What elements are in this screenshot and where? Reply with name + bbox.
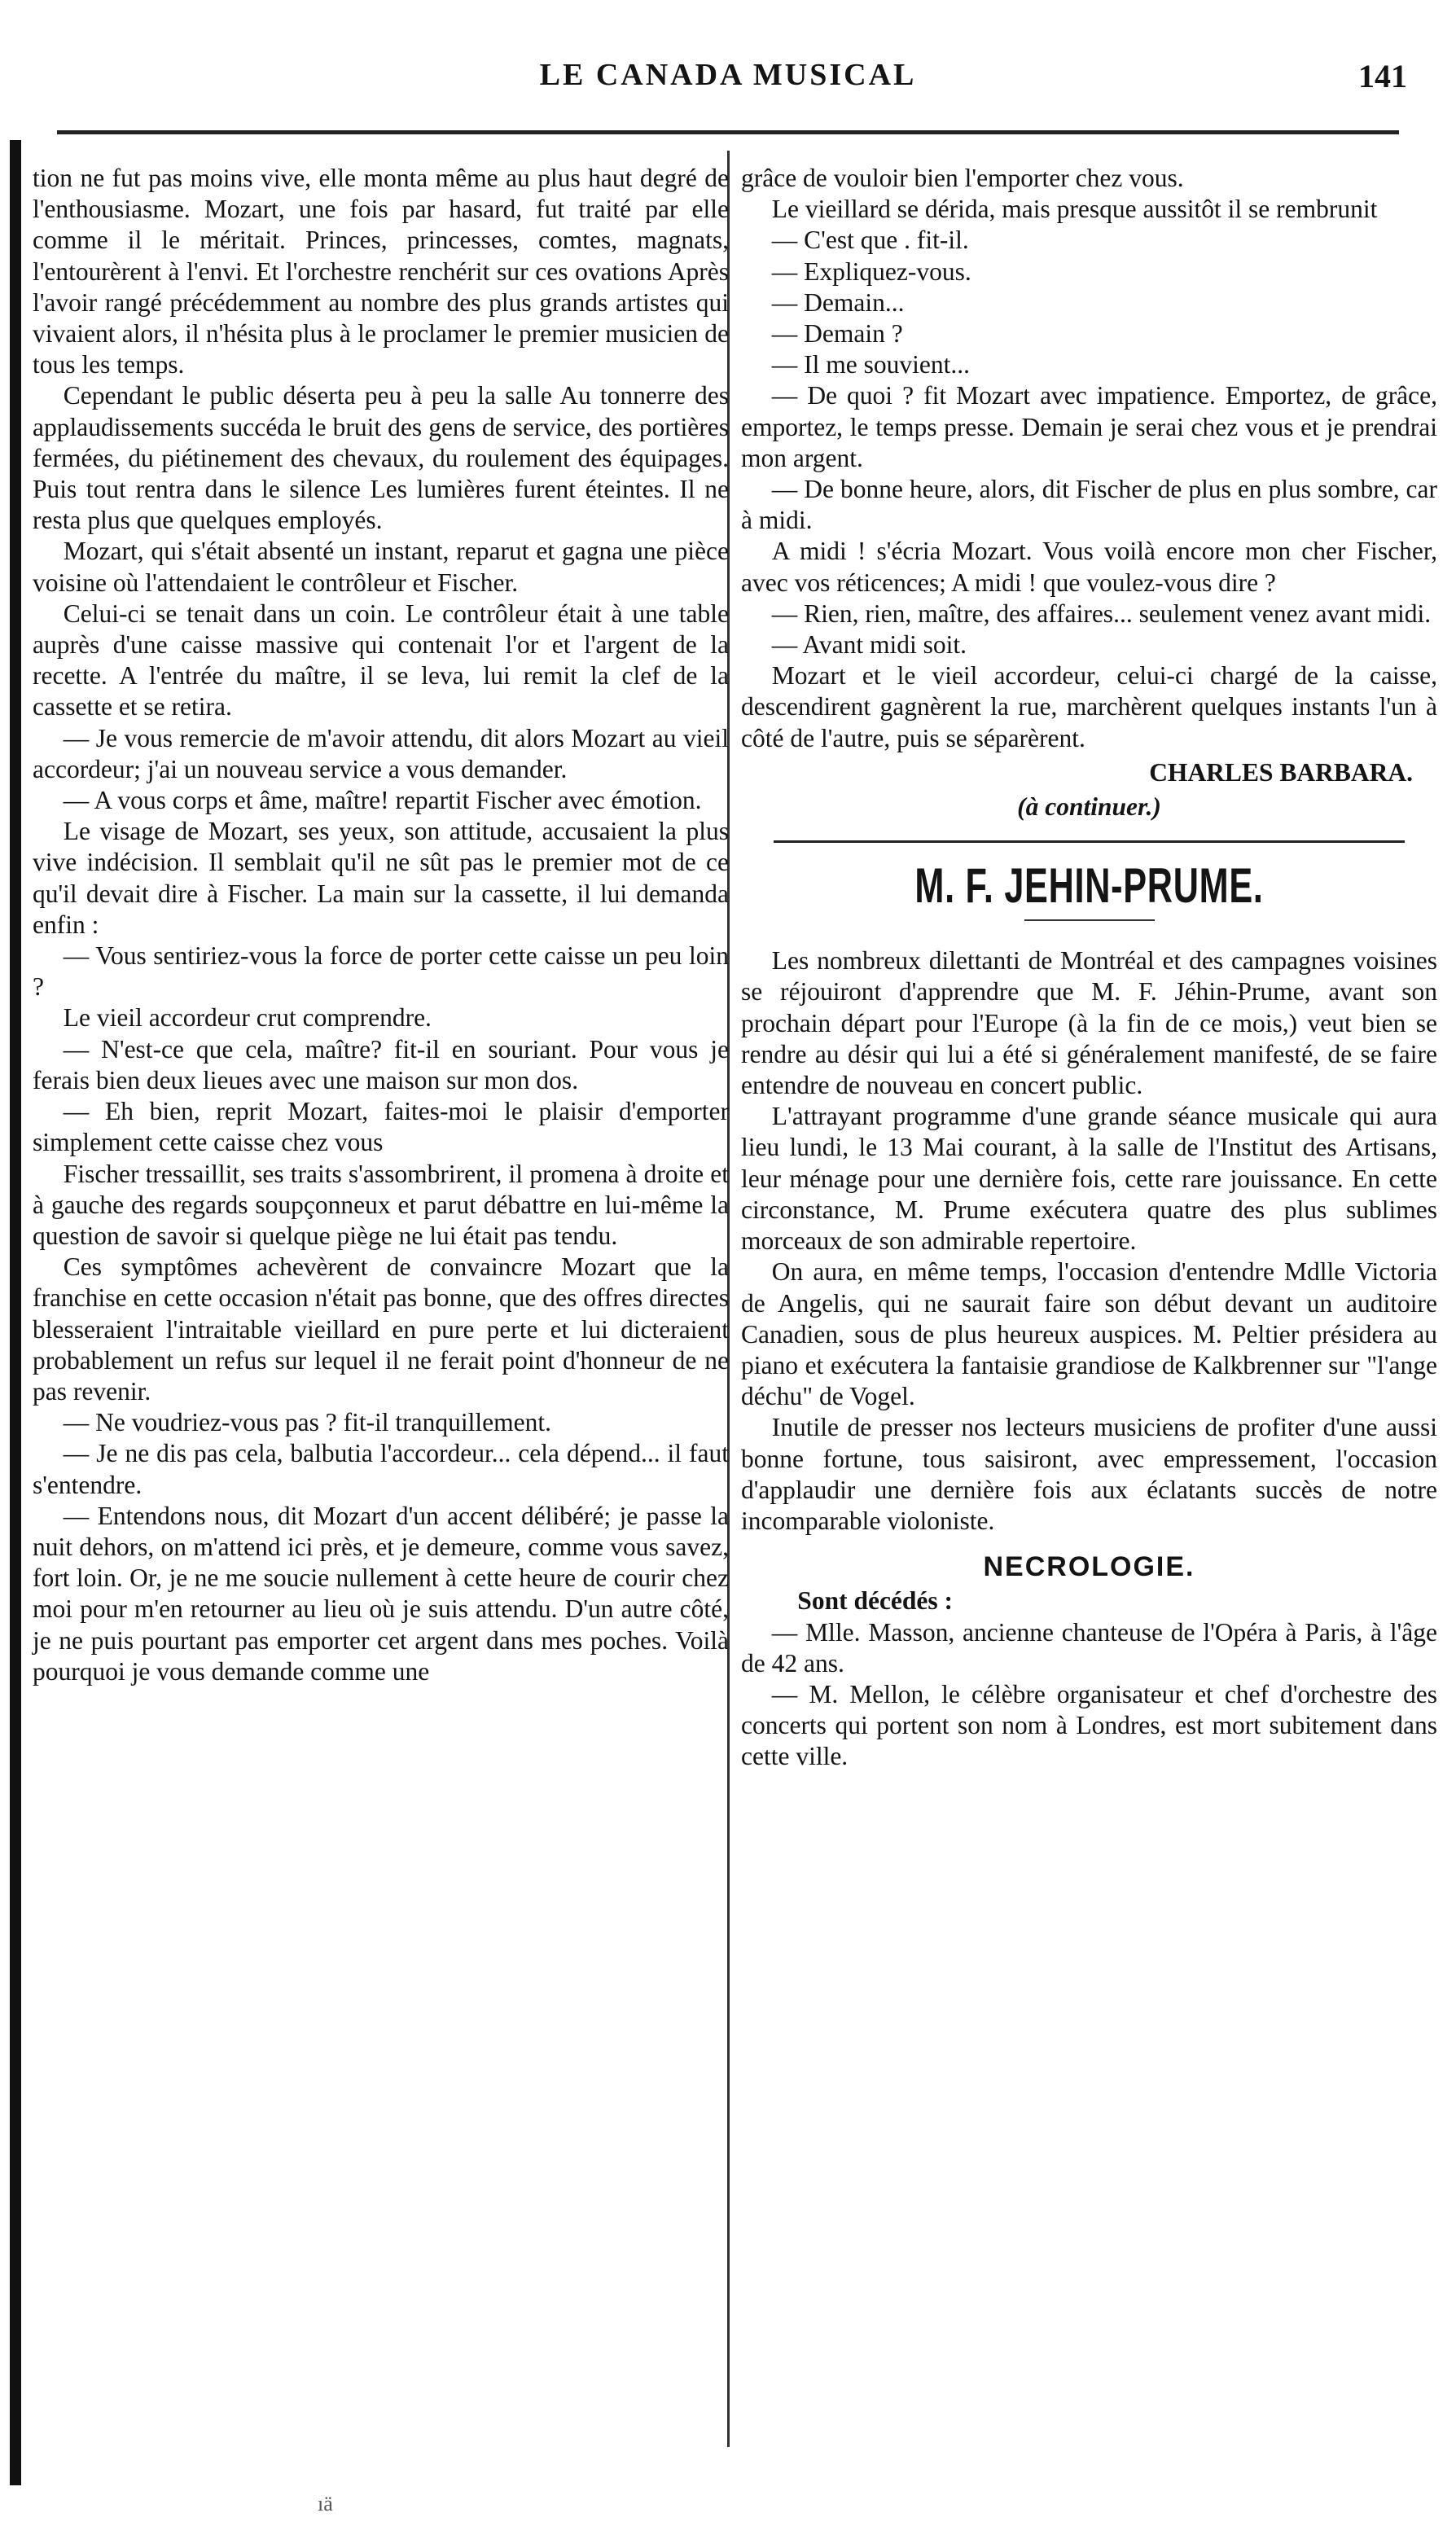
story-paragraph: — Demain...: [771, 287, 905, 317]
article-paragraph: Inutile de presser nos lecteurs musiciens de profiter d'une aussi bonne fortune, tous saisiront, avec empressement, l'occasion d'applaudir une dernière fois aux éclatants succès de notre incomparable violoniste.: [741, 1413, 1437, 1535]
story-paragraph: Le vieillard se dérida, mais presque aussitôt il se rembrunit: [771, 195, 1378, 224]
binding-shadow-bar: [10, 140, 21, 2485]
story-paragraph: Mozart, qui s'était absenté un instant, reparut et gagna une pièce voisine où l'attendaient le contrôleur et Fischer.: [33, 537, 729, 597]
article-paragraph: On aura, en même temps, l'occasion d'entendre Mdlle Victoria de Angelis, qui ne saurait faire son début devant un auditoire Canadien, sous de plus heureux auspices. M. Peltier présidera au piano et exécutera la fantaisie grandiose de Kalkbrenner sur "l'ange déchu" de Vogel.: [741, 1257, 1437, 1411]
footer-mark: ıä: [318, 2492, 333, 2515]
left-column: [33, 163, 729, 1687]
story-paragraph: — Je vous remercie de m'avoir attendu, dit alors Mozart au vieil accordeur; j'ai un nouveau service a vous demander.: [33, 723, 729, 783]
article-heading-jehin-prume: M. F. JEHIN-PRUME.: [914, 858, 1264, 914]
story-paragraph: A midi ! s'écria Mozart. Vous voilà encore mon cher Fischer, avec vos réticences; A midi ! que voulez-vous dire ?: [741, 537, 1437, 597]
story-paragraph: — De quoi ? fit Mozart avec impatience. Emportez, de grâce, emportez, le temps presse. Demain je serai chez vous et je prendrai mon argent.: [741, 381, 1437, 472]
story-paragraph: — C'est que . fit-il.: [771, 226, 969, 255]
story-paragraph: — Je ne dis pas cela, balbutia l'accordeur... cela dépend... il faut s'entendre.: [33, 1439, 729, 1499]
story-paragraph: Celui-ci se tenait dans un coin. Le contrôleur était à une table auprès d'une caisse massive qui contenait l'or et l'argent de la recette. A l'entrée du maître, il se leva, lui remit la clef de la cassette et se retira.: [33, 599, 729, 721]
story-paragraph: — Avant midi soit.: [771, 630, 967, 660]
story-paragraph: — Rien, rien, maître, des affaires... seulement venez avant midi.: [771, 599, 1432, 628]
story-paragraph: — Entendons nous, dit Mozart d'un accent délibéré; je passe la nuit dehors, on m'attend ici près, et je demeure, comme vous savez, fort loin. Or, je ne me soucie nullement à cette heure de courir chez moi pour m'en retourner au lieu où je suis attendu. D'un autre côté, je ne puis pourtant pas emporter cet argent dans mes poches. Voilà pourquoi je vous demande comme une: [33, 1501, 729, 1686]
story-paragraph: — N'est-ce que cela, maître? fit-il en souriant. Pour vous je ferais bien deux lieues avec une maison sur mon dos.: [33, 1034, 729, 1094]
article-paragraph: L'attrayant programme d'une grande séance musicale qui aura lieu lundi, le 13 Mai courant, à la salle de l'Institut des Artisans, leur ménage pour une dernière fois, cette rare jouissance. En cette circonstance, M. Prume exécutera quatre des plus sublimes morceaux de son admirable repertoire.: [741, 1102, 1437, 1256]
section-divider: [774, 840, 1405, 843]
deceased-label: Sont décédés :: [797, 1586, 954, 1616]
story-paragraph: Le visage de Mozart, ses yeux, son attitude, accusaient la plus vive indécision. Il semblait qu'il ne sût pas le premier mot de ce qu'il devait dire à Fischer. La main sur la cassette, il lui demanda enfin :: [33, 817, 729, 939]
story-paragraph: tion ne fut pas moins vive, elle monta même au plus haut degré de l'enthousiasme. Mozart, une fois par hasard, fut traité par elle comme il le méritait. Princes, princesses, comtes, magnats, l'entourèrent à l'envi. Et l'orchestre renchérit sur ces ovations Après l'avoir rangé précédemment au nombre des plus grands artistes qui vivaient alors, il n'hésita plus à le proclamer le premier musicien de tous les temps.: [33, 164, 729, 379]
story-paragraph: — Eh bien, reprit Mozart, faites-moi le plaisir d'emporter simplement cette caisse chez vous: [33, 1097, 729, 1157]
story-paragraph: — Ne voudriez-vous pas ? fit-il tranquillement.: [63, 1408, 552, 1437]
header-rule: [57, 130, 1399, 134]
story-paragraph: grâce de vouloir bien l'emporter chez vous.: [741, 164, 1184, 192]
author-signature: CHARLES BARBARA.: [1149, 757, 1413, 787]
story-paragraph: Le vieil accordeur crut comprendre.: [63, 1003, 432, 1033]
right-column: [741, 163, 1437, 1773]
heading-underline: [1024, 919, 1155, 921]
story-paragraph: Mozart et le vieil accordeur, celui-ci chargé de la caisse, descendirent gagnèrent la rue, marchèrent quelques instants l'un à côté de l'autre, puis se séparèrent.: [741, 661, 1437, 752]
story-paragraph: — Demain ?: [771, 319, 903, 349]
page-number: 141: [1358, 58, 1407, 94]
newspaper-title: LE CANADA MUSICAL: [539, 58, 917, 92]
story-paragraph: — A vous corps et âme, maître! repartit Fischer avec émotion.: [63, 786, 702, 815]
story-paragraph: — De bonne heure, alors, dit Fischer de plus en plus sombre, car à midi.: [741, 475, 1437, 535]
necrology-entry: — M. Mellon, le célèbre organisateur et chef d'orchestre des concerts qui portent son nom à Londres, est mort subitement dans cette ville.: [741, 1679, 1437, 1771]
necrology-heading: NECROLOGIE.: [983, 1551, 1195, 1583]
necrology-entry: — Mlle. Masson, ancienne chanteuse de l'Opéra à Paris, à l'âge de 42 ans.: [741, 1617, 1437, 1678]
story-paragraph: Fischer tressaillit, ses traits s'assombrirent, il promena à droite et à gauche des regards soupçonneux et parut débattre en lui-même la question de savoir si quelque piège ne lui était pas tendu.: [33, 1159, 729, 1250]
story-paragraph: Ces symptômes achevèrent de convaincre Mozart que la franchise en cette occasion n'était pas bonne, que des offres directes blesseraient l'intraitable vieillard en pure perte et lui dicteraient probablement un refus sur lequel il ne ferait point d'honneur de ne pas revenir.: [33, 1252, 729, 1406]
story-paragraph: — Vous sentiriez-vous la force de porter cette caisse un peu loin ?: [33, 941, 729, 1002]
story-paragraph: — Expliquez-vous.: [771, 257, 971, 286]
story-paragraph: — Il me souvient...: [771, 350, 971, 379]
page-header: [0, 57, 1456, 106]
article-paragraph: Les nombreux dilettanti de Montréal et des campagnes voisines se réjouiront d'apprendre que M. F. Jéhin-Prume, avant son prochain départ pour l'Europe (à la fin de ce mois,) veut bien se rendre au désir qui lui a été si généralement manifesté, de se faire entendre de nouveau en concert public.: [741, 946, 1437, 1100]
story-paragraph: Cependant le public déserta peu à peu la salle Au tonnerre des applaudissements succéda le bruit des gens de service, des portières fermées, du piétinement des chevaux, du roulement des équipages. Puis tout rentra dans le silence Les lumières furent éteintes. Il ne resta plus que quelques employés.: [33, 381, 729, 535]
to-be-continued-note: (à continuer.): [1017, 792, 1161, 822]
